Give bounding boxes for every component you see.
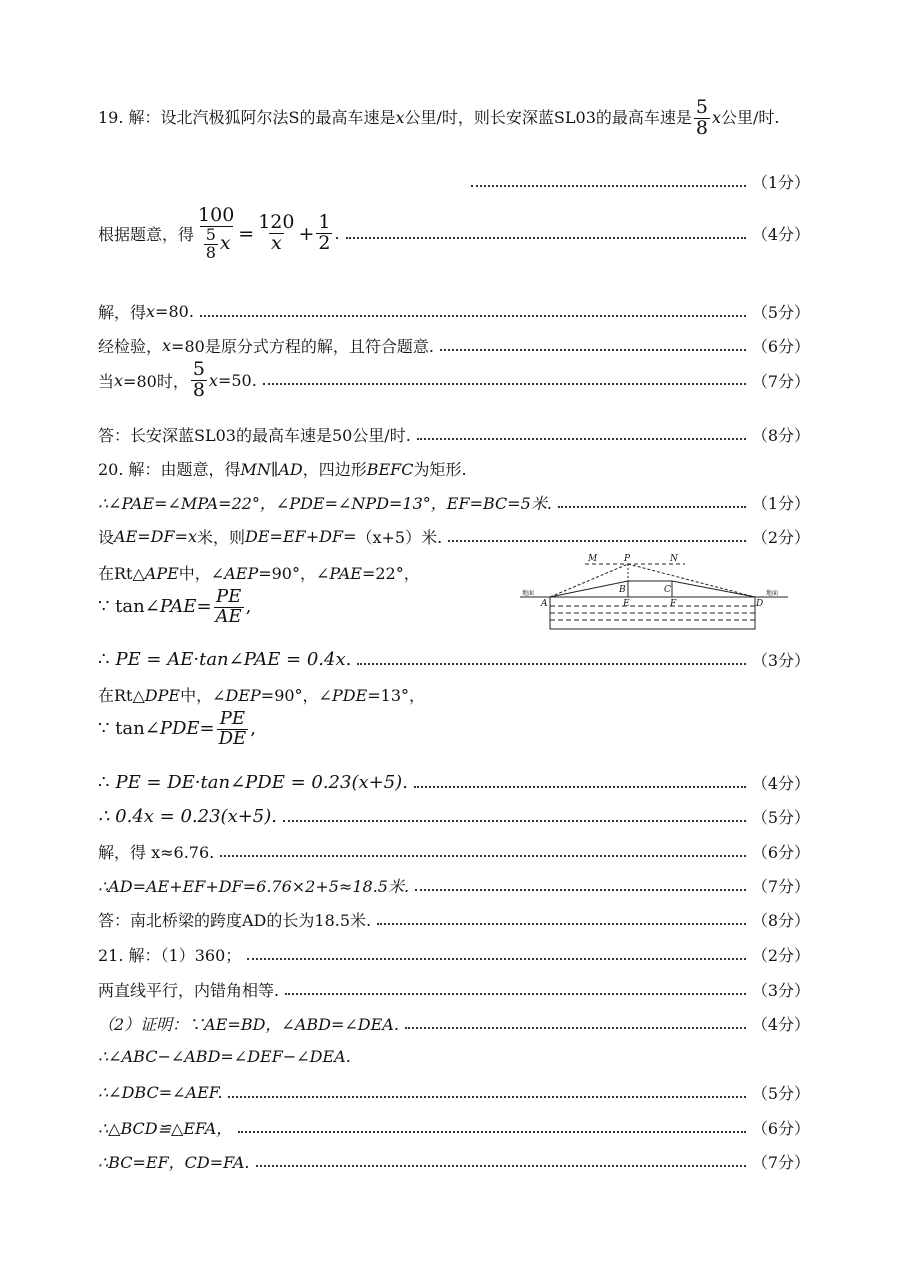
dot-leader xyxy=(220,855,746,857)
dot-leader xyxy=(247,958,746,960)
dot-leader xyxy=(415,889,746,891)
q20-line-2: ∴∠PAE=∠MPA=22°，∠PDE=∠NPD=13°，EF=BC=5米. （1分） xyxy=(98,494,810,513)
q20-line-12: ∴AD=AE+EF+DF=6.76×2+5≈18.5米. （7分） xyxy=(98,877,810,896)
sight-line-pa xyxy=(550,564,628,597)
dot-leader xyxy=(285,993,746,995)
q20-line-3: 设 AE=DF=x 米，则 DE=EF+DF= （x+5）米. （2分） xyxy=(98,527,810,547)
q20-line-8: ∵ tan∠PDE= $\frac{PE}{DE}$ , xyxy=(98,708,256,749)
dot-leader xyxy=(448,540,746,542)
dot-leader xyxy=(471,185,746,187)
q19-check-line: 经检验， x =80是原分式方程的解，且符合题意. （6分） xyxy=(98,336,810,356)
dot-leader xyxy=(405,1027,746,1029)
label-N: N xyxy=(670,554,678,564)
q20-line-1: 20. 解：由题意，得MN∥AD，四边形BEFC为矩形. xyxy=(98,460,467,479)
q21-line-6: ∴△BCD≌△EFA， （6分） xyxy=(98,1119,810,1138)
label-B: B xyxy=(619,585,626,595)
dot-leader xyxy=(283,820,746,822)
q19-answer-line: 答：长安深蓝SL03的最高车速是50公里/时. （8分） xyxy=(98,426,810,445)
q20-line-6: ∴ PE = AE·tan∠PAE = 0.4x . （3分） xyxy=(98,649,810,670)
dot-leader xyxy=(414,786,746,788)
label-D: D xyxy=(756,599,764,609)
label-E: E xyxy=(623,599,630,609)
dot-leader xyxy=(558,506,746,508)
fraction-100-over: 100 $\frac{5}{8}$ x xyxy=(198,204,235,262)
dot-leader xyxy=(228,1096,745,1098)
dot-leader xyxy=(440,349,746,351)
q20-line-10: ∴ 0.4x = 0.23(x+5). （5分） xyxy=(98,806,810,827)
q19-when-line: 当 x =80时， $\frac{5}{8}$ x =50. （7分） xyxy=(98,358,810,401)
q20-line-9: ∴ PE = DE·tan∠PDE = 0.23(x+5) . （4分） xyxy=(98,772,810,793)
label-A: A xyxy=(541,599,548,609)
label-ground-right: 地面 xyxy=(766,590,779,597)
q20-line-7: 在Rt△DPE中，∠DEP=90°，∠PDE=13°， xyxy=(98,686,426,705)
q19-score-1: （1分） xyxy=(465,170,810,193)
q21-line-5: ∴∠DBC=∠AEF. （5分） xyxy=(98,1083,810,1103)
q20-line-4: 在Rt△APE中，∠AEP=90°，∠PAE=22°， xyxy=(98,564,420,583)
label-C: C xyxy=(664,585,671,595)
dot-leader xyxy=(238,1131,746,1133)
dot-leader xyxy=(417,438,746,440)
q19-line-1: 19. 解：设北汽极狐阿尔法S的最高车速是x公里/时，则长安深蓝SL03的最高车速是 $\frac{5}{8}$ x公里/时. xyxy=(98,96,780,139)
dot-leader xyxy=(357,663,745,665)
label-ground-left: 地面 xyxy=(522,590,535,597)
dot-leader xyxy=(256,1165,746,1167)
bridge-diagram xyxy=(520,550,790,635)
label-P: P xyxy=(624,554,631,564)
dot-leader xyxy=(377,923,746,925)
river-box xyxy=(550,597,755,629)
label-M: M xyxy=(588,554,598,564)
q21-line-3: （2）证明：∵AE=BD，∠ABD=∠DEA. （4分） xyxy=(98,1015,810,1034)
dot-leader xyxy=(263,383,746,385)
q21-line-7: ∴BC=EF，CD=FA. （7分） xyxy=(98,1153,810,1172)
q21-line-1: 21. 解：（1）360； （2分） xyxy=(98,946,810,965)
q21-line-2: 两直线平行，内错角相等. （3分） xyxy=(98,981,810,1000)
q20-answer-line: 答：南北桥梁的跨度AD的长为18.5米. （8分） xyxy=(98,911,810,930)
q20-line-5: ∵ tan∠PAE= $\frac{PE}{AE}$ , xyxy=(98,586,252,627)
label-F: F xyxy=(670,599,677,609)
q21-line-4: ∴∠ABC−∠ABD=∠DEF−∠DEA. xyxy=(98,1047,351,1066)
bridge-deck xyxy=(550,581,755,597)
q19-solve-line: 解，得 x =80. （5分） xyxy=(98,302,810,322)
q19-equation-line: 根据题意，得 100 $\frac{5}{8}$ x = $\frac{120}{x}$ + $\frac{1}{2}$ . （4分） xyxy=(98,204,810,262)
dot-leader xyxy=(346,237,746,239)
dot-leader xyxy=(200,315,746,317)
q20-line-11: 解，得 x≈6.76. （6分） xyxy=(98,843,810,862)
fraction-five-eighths: $\frac{5}{8}$ xyxy=(695,96,708,139)
